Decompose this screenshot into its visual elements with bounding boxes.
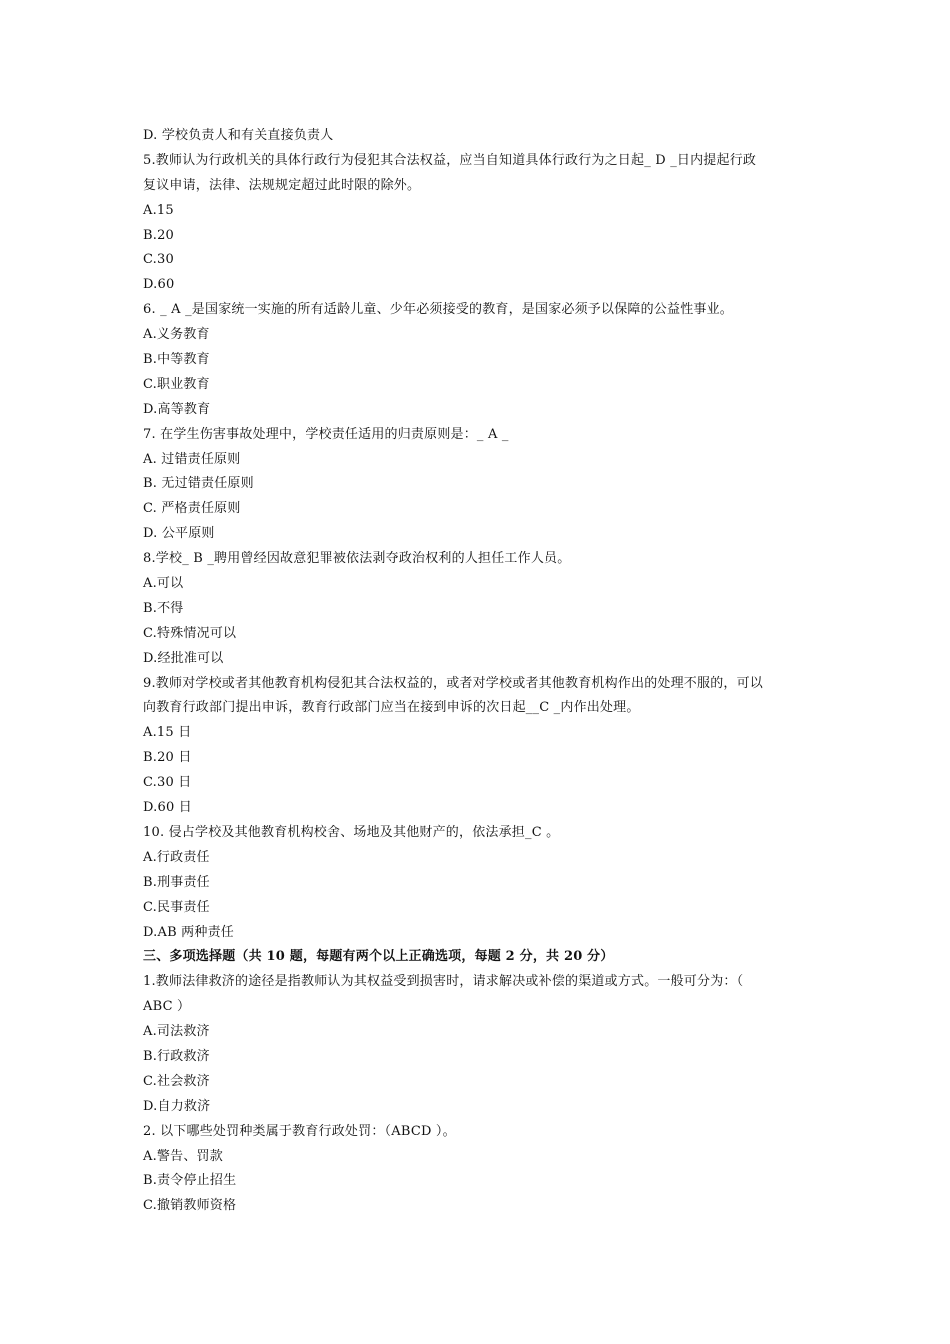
option-line: D.高等教育 <box>143 401 211 417</box>
option-line: C. 严格责任原则 <box>143 501 241 517</box>
option-line: D. 学校负责人和有关直接负责人 <box>143 128 334 143</box>
option-line: B.责令停止招生 <box>143 1173 237 1189</box>
option-line: D.60 <box>143 277 175 293</box>
option-line: B.中等教育 <box>143 352 210 368</box>
option-line: C.社会救济 <box>143 1073 210 1089</box>
question-line: 9.教师对学校或者其他教育机构侵犯其合法权益的，或者对学校或者其他教育机构作出的处理不服的，可以 <box>143 675 764 691</box>
option-line: C.职业教育 <box>143 376 210 392</box>
option-line: A.司法救济 <box>143 1024 210 1040</box>
section-heading: 三、多项选择题（共 10 题，每题有两个以上正确选项，每题 2 分，共 20 分） <box>143 949 614 965</box>
option-line: C.特殊情况可以 <box>143 625 237 641</box>
option-line: D.自力救济 <box>143 1098 211 1114</box>
option-line: A.行政责任 <box>143 849 210 865</box>
option-line: B.20 <box>143 227 175 243</box>
document-page <box>143 124 813 1219</box>
option-line: A.警告、罚款 <box>143 1148 223 1164</box>
option-line: D.60 日 <box>143 800 192 816</box>
question-line: ABC ） <box>143 999 191 1015</box>
option-line: B.不得 <box>143 600 184 616</box>
question-line: 6. _ A _是国家统一实施的所有适龄儿童、少年必须接受的教育，是国家必须予以保障的公益性事业。 <box>143 302 733 318</box>
option-line: A. 过错责任原则 <box>143 451 241 467</box>
question-line: 向教育行政部门提出申诉，教育行政部门应当在接到申诉的次日起__C _内作出处理。 <box>143 700 640 716</box>
option-line: B.刑事责任 <box>143 874 210 890</box>
option-line: A.15 <box>143 202 174 218</box>
option-line: C.30 日 <box>143 775 192 791</box>
question-line: 8.学校_ B _聘用曾经因故意犯罪被依法剥夺政治权利的人担任工作人员。 <box>143 551 571 567</box>
option-line: D.AB 两种责任 <box>143 924 234 940</box>
option-line: A.15 日 <box>143 725 192 741</box>
question-line: 5.教师认为行政机关的具体行政行为侵犯其合法权益，应当自知道具体行政行为之日起_ D _日内提起行政 <box>143 152 757 168</box>
question-line: 10. 侵占学校及其他教育机构校舍、场地及其他财产的，依法承担_C 。 <box>143 824 560 840</box>
question-line: 1.教师法律救济的途径是指教师认为其权益受到损害时，请求解决或补偿的渠道或方式。一般可分为：（ <box>143 974 744 990</box>
option-line: D. 公平原则 <box>143 526 215 542</box>
option-line: B.行政救济 <box>143 1048 210 1064</box>
question-line: 2. 以下哪些处罚种类属于教育行政处罚：（ABCD ）。 <box>143 1123 456 1139</box>
option-line: C.撤销教师资格 <box>143 1198 237 1214</box>
option-line: C.民事责任 <box>143 899 210 915</box>
option-line: D.经批准可以 <box>143 650 224 666</box>
option-line: B.20 日 <box>143 750 192 766</box>
option-line: B. 无过错责任原则 <box>143 476 254 492</box>
option-line: A.义务教育 <box>143 327 210 343</box>
option-line: C.30 <box>143 252 174 268</box>
question-line: 复议申请，法律、法规规定超过此时限的除外。 <box>143 177 421 193</box>
option-line: A.可以 <box>143 576 184 592</box>
question-line: 7. 在学生伤害事故处理中，学校责任适用的归责原则是：_ A _ <box>143 426 509 442</box>
